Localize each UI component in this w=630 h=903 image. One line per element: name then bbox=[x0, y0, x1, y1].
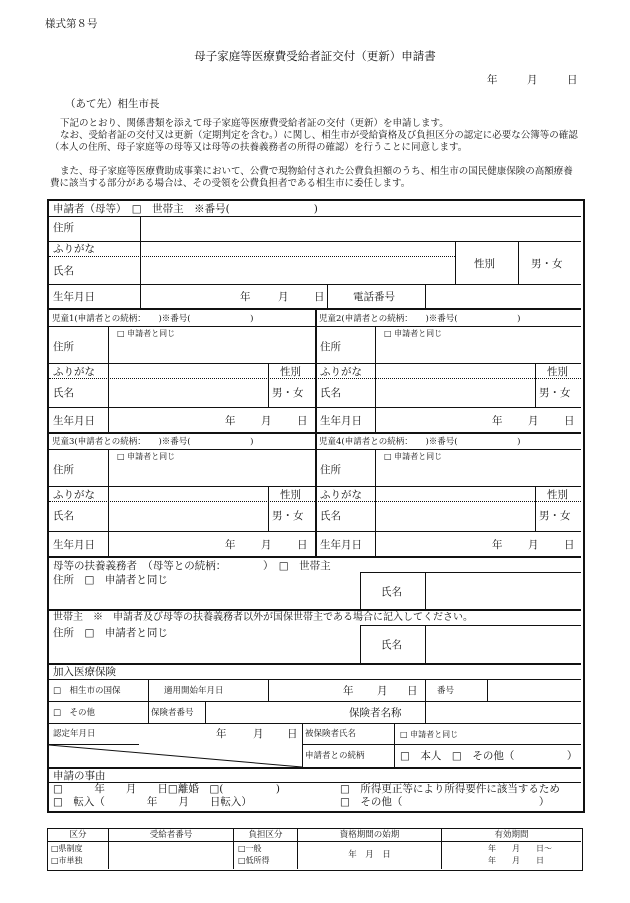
reason-divorce[interactable]: □ 年 月 日□離婚 □( ) bbox=[53, 783, 280, 795]
applicant-birth-month[interactable]: 月 bbox=[278, 291, 289, 303]
relation-label: 申請者との続柄 bbox=[305, 751, 365, 761]
office-burden-low-income[interactable]: □低所得 bbox=[238, 856, 270, 865]
office-valid-to[interactable]: 年 月 日 bbox=[488, 856, 544, 865]
applicant-sex-label: 性別 bbox=[474, 258, 495, 270]
supporter-name-label: 氏名 bbox=[381, 586, 402, 598]
insured-name-label: 被保険者氏名 bbox=[305, 729, 357, 739]
insurance-aioi-kokuho[interactable]: □ 相生市の国保 bbox=[53, 686, 121, 696]
child1-sex-label: 性別 bbox=[280, 366, 301, 378]
child4-furigana-label: ふりがな bbox=[320, 489, 362, 501]
applicant-phone-field[interactable] bbox=[426, 285, 579, 307]
child3-sex-label: 性別 bbox=[280, 489, 301, 501]
insurer-name-field[interactable] bbox=[426, 702, 579, 722]
intro-paragraph-2: なお、受給者証の交付又は更新（定期判定を含む。）に関し、相生市が受給資格及び負担区分の認定に必要な公簿等の確認（本人の住所、母子家庭等の母等又は母等の扶養義務者の所得の確認）を行うことに同意します。 bbox=[50, 130, 578, 153]
office-recipient-no-field[interactable] bbox=[109, 842, 232, 868]
child3-same-as-applicant[interactable]: □ 申請者と同じ bbox=[117, 452, 176, 461]
office-start-date[interactable]: 年 月 日 bbox=[348, 850, 391, 860]
reason-income-update[interactable]: □ 所得更正等により所得要件に該当するため bbox=[340, 783, 560, 795]
child1-birthdate-label: 生年月日 bbox=[53, 415, 95, 427]
cert-day[interactable]: 日 bbox=[287, 728, 298, 740]
child1-birth-month[interactable]: 月 bbox=[261, 415, 272, 427]
child3-address-label: 住所 bbox=[53, 464, 74, 476]
child4-birth-year[interactable]: 年 bbox=[492, 539, 503, 551]
reason-heading: 申請の事由 bbox=[53, 770, 106, 782]
child1-same-as-applicant[interactable]: □ 申請者と同じ bbox=[117, 329, 176, 338]
applicant-heading: 申請者（母等） □ 世帯主 ※番号( ) bbox=[53, 203, 318, 215]
child2-sex-choice[interactable]: 男・女 bbox=[539, 387, 571, 399]
child3-heading: 児童3(申請者との続柄： )※番号( ) bbox=[52, 437, 254, 447]
child4-birthdate-label: 生年月日 bbox=[320, 539, 362, 551]
child3-birthdate-label: 生年月日 bbox=[53, 539, 95, 551]
child2-name-label: 氏名 bbox=[320, 387, 341, 399]
applicant-address-field[interactable] bbox=[141, 217, 579, 241]
reason-move-in[interactable]: □ 転入（ 年 月 日転入） bbox=[53, 796, 252, 808]
cert-year[interactable]: 年 bbox=[216, 728, 227, 740]
office-valid-from[interactable]: 年 月 日～ bbox=[488, 844, 552, 853]
child2-furigana-label: ふりがな bbox=[320, 366, 362, 378]
applicant-birth-year[interactable]: 年 bbox=[240, 291, 251, 303]
child2-heading: 児童2(申請者との続柄： )※番号( ) bbox=[319, 314, 521, 324]
householder-name-field[interactable] bbox=[426, 626, 579, 662]
insurance-start-day[interactable]: 日 bbox=[407, 685, 418, 697]
addressee: （あて先）相生市長 bbox=[65, 98, 160, 110]
insurance-other[interactable]: □ その他 bbox=[53, 708, 96, 718]
applicant-name-field[interactable] bbox=[141, 257, 455, 283]
office-col-burden: 負担区分 bbox=[248, 830, 283, 840]
householder-address-same[interactable]: 住所 □ 申請者と同じ bbox=[53, 627, 168, 639]
reason-other[interactable]: □ その他（ ） bbox=[340, 796, 550, 808]
applicant-birthdate-label: 生年月日 bbox=[53, 291, 95, 303]
supporter-heading: 母等の扶養義務者 （母等との続柄： ） □ 世帯主 bbox=[53, 560, 331, 572]
child2-birth-month[interactable]: 月 bbox=[528, 415, 539, 427]
householder-heading: 世帯主 ※ 申請者及び母等の扶養義務者以外が国保世帯主である場合に記入してください。 bbox=[53, 612, 473, 623]
office-cat-prefecture[interactable]: □県制度 bbox=[51, 844, 83, 853]
insurance-heading: 加入医療保険 bbox=[53, 666, 116, 678]
relation-options[interactable]: □ 本人 □ その他（ ） bbox=[400, 750, 578, 762]
child3-birth-year[interactable]: 年 bbox=[225, 539, 236, 551]
child1-address-label: 住所 bbox=[53, 341, 74, 353]
child4-same-as-applicant[interactable]: □ 申請者と同じ bbox=[384, 452, 443, 461]
child1-name-label: 氏名 bbox=[53, 387, 74, 399]
child1-heading: 児童1(申請者との続柄： )※番号( ) bbox=[52, 314, 254, 324]
child1-sex-choice[interactable]: 男・女 bbox=[272, 387, 304, 399]
office-cat-city[interactable]: □市単独 bbox=[51, 856, 83, 865]
child4-sex-choice[interactable]: 男・女 bbox=[539, 510, 571, 522]
child1-birth-day[interactable]: 日 bbox=[297, 415, 308, 427]
insurance-number-field[interactable] bbox=[488, 680, 579, 700]
intro-paragraph-3: また、母子家庭等医療費助成事業において、公費で現物給付された公費負担額のうち、相生市の国民健康保険の高額療養費に該当する部分がある場合は、その受領を公費負担者である相生市に委任します。 bbox=[50, 166, 573, 189]
office-col-recipient-no: 受給者番号 bbox=[149, 830, 193, 840]
child1-furigana-label: ふりがな bbox=[53, 366, 95, 378]
child2-address-label: 住所 bbox=[320, 341, 341, 353]
date-month: 月 bbox=[527, 74, 538, 86]
child2-same-as-applicant[interactable]: □ 申請者と同じ bbox=[384, 329, 443, 338]
applicant-phone-label: 電話番号 bbox=[353, 291, 395, 303]
applicant-sex-choice[interactable]: 男・女 bbox=[531, 258, 563, 270]
insurance-start-month[interactable]: 月 bbox=[377, 685, 388, 697]
child4-sex-label: 性別 bbox=[547, 489, 568, 501]
insurance-number-label: 番号 bbox=[437, 686, 455, 696]
insurance-start-year[interactable]: 年 bbox=[343, 685, 354, 697]
cert-month[interactable]: 月 bbox=[253, 728, 264, 740]
child3-name-label: 氏名 bbox=[53, 510, 74, 522]
form-number: 様式第８号 bbox=[45, 18, 98, 30]
insurer-number-label: 保険者番号 bbox=[151, 708, 194, 718]
page-title: 母子家庭等医療費受給者証交付（更新）申請書 bbox=[194, 49, 436, 63]
child2-birth-day[interactable]: 日 bbox=[564, 415, 575, 427]
date-day: 日 bbox=[567, 74, 578, 86]
child4-birth-month[interactable]: 月 bbox=[528, 539, 539, 551]
insured-same-as-applicant[interactable]: □ 申請者と同じ bbox=[400, 730, 459, 739]
supporter-name-field[interactable] bbox=[426, 573, 579, 608]
applicant-furigana-field[interactable] bbox=[141, 242, 455, 255]
applicant-name-label: 氏名 bbox=[53, 265, 74, 277]
householder-name-label: 氏名 bbox=[381, 639, 402, 651]
child1-birth-year[interactable]: 年 bbox=[225, 415, 236, 427]
blank-diagonal bbox=[49, 744, 303, 768]
date-year: 年 bbox=[487, 74, 498, 86]
child3-birth-day[interactable]: 日 bbox=[297, 539, 308, 551]
supporter-address-same[interactable]: 住所 □ 申請者と同じ bbox=[53, 574, 168, 586]
child2-birth-year[interactable]: 年 bbox=[492, 415, 503, 427]
insurer-name-label: 保険者名称 bbox=[349, 707, 402, 719]
child3-sex-choice[interactable]: 男・女 bbox=[272, 510, 304, 522]
cert-date-label: 認定年月日 bbox=[53, 729, 96, 739]
child3-furigana-label: ふりがな bbox=[53, 489, 95, 501]
office-col-category: 区分 bbox=[69, 830, 87, 840]
insurance-start-date-label: 適用開始年月日 bbox=[164, 686, 224, 696]
office-col-start: 資格期間の始期 bbox=[339, 830, 400, 840]
office-col-valid: 有効期間 bbox=[494, 830, 529, 840]
child2-sex-label: 性別 bbox=[547, 366, 568, 378]
office-burden-general[interactable]: □一般 bbox=[238, 844, 262, 853]
applicant-address-label: 住所 bbox=[53, 222, 74, 234]
applicant-birth-day[interactable]: 日 bbox=[314, 291, 325, 303]
child4-name-label: 氏名 bbox=[320, 510, 341, 522]
applicant-furigana-label: ふりがな bbox=[53, 243, 95, 255]
child4-birth-day[interactable]: 日 bbox=[564, 539, 575, 551]
child4-heading: 児童4(申請者との続柄： )※番号( ) bbox=[319, 437, 521, 447]
child2-birthdate-label: 生年月日 bbox=[320, 415, 362, 427]
child3-birth-month[interactable]: 月 bbox=[261, 539, 272, 551]
child4-address-label: 住所 bbox=[320, 464, 341, 476]
intro-paragraph-1: 下記のとおり、関係書類を添えて母子家庭等医療費受給者証の交付（更新）を申請します。 bbox=[60, 118, 449, 129]
